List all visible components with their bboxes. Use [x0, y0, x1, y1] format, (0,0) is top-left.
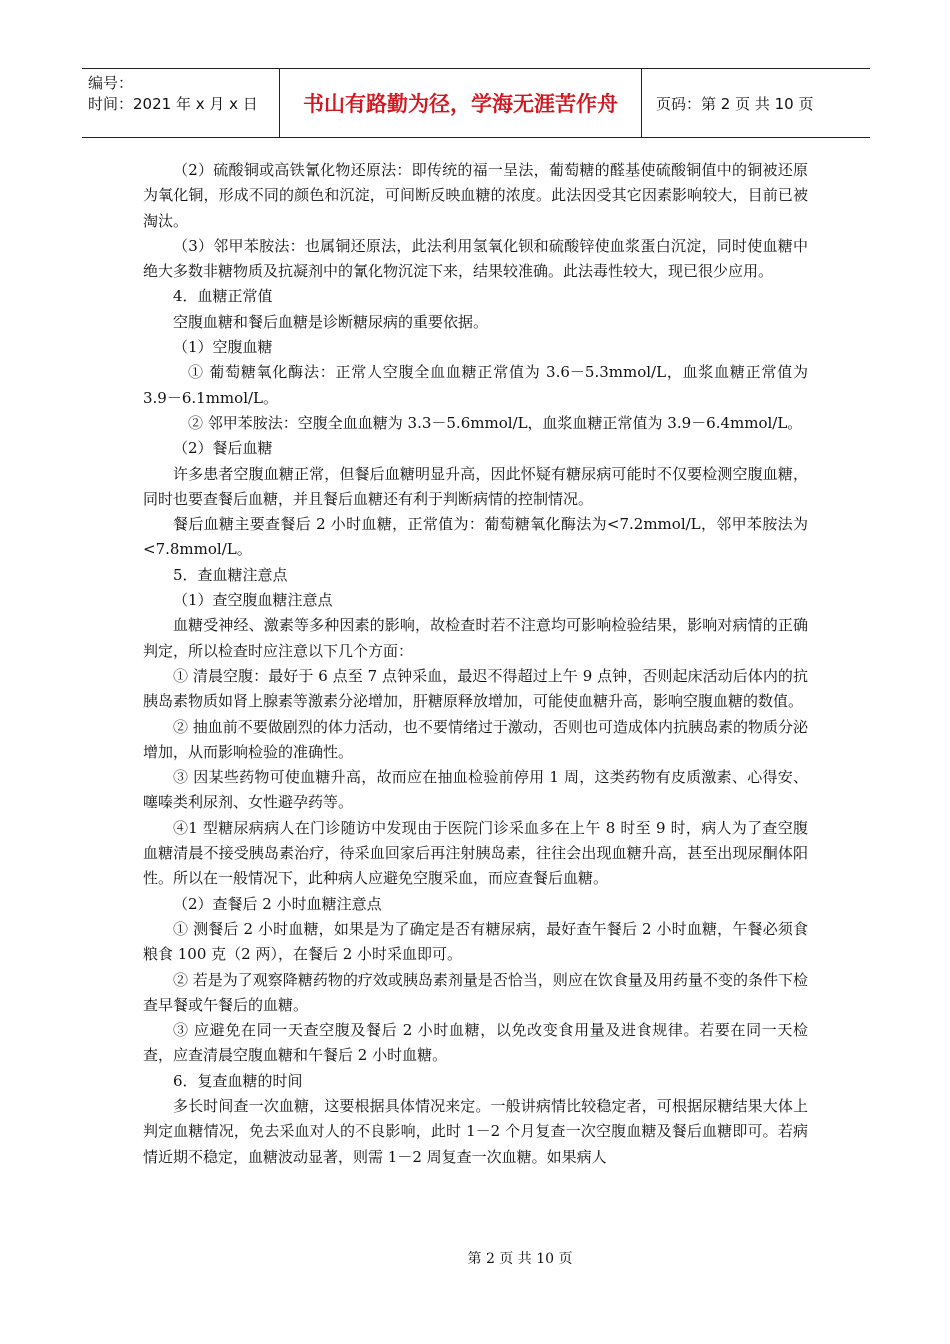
- paragraph: ④1 型糖尿病病人在门诊随访中发现由于医院门诊采血多在上午 8 时至 9 时，病人为了查空腹血糖清晨不接受胰岛素治疗，待采血回家后再注射胰岛素，往往会出现血糖升高，甚至出现尿酮体阳性。所以在一般情况下，此种病人应避免空腹采血，而应查餐后血糖。: [143, 818, 808, 888]
- document-number-label: 编号：: [88, 74, 134, 92]
- paragraph: ② 邻甲苯胺法：空腹全血血糖为 3.3－5.6mmol/L，血浆血糖正常值为 3.9－6.4mmol/L。: [188, 413, 803, 432]
- subsection-heading: （1）空腹血糖: [173, 338, 273, 357]
- header-page-info: 页码：第 2 页 共 10 页: [656, 94, 814, 113]
- paragraph: 多长时间查一次血糖，这要根据具体情况来定。一般讲病情比较稳定者，可根据尿糖结果大体上判定血糖情况，免去采血对人的不良影响，此时 1－2 个月复查一次空腹血糖及餐后血糖即可。若病情近期不稳定，血糖波动显著，则需 1－2 周复查一次血糖。如果病人: [143, 1096, 808, 1166]
- paragraph: 许多患者空腹血糖正常，但餐后血糖明显升高，因此怀疑有糖尿病可能时不仅要检测空腹血糖，同时也要查餐后血糖，并且餐后血糖还有利于判断病情的控制情况。: [143, 464, 808, 508]
- paragraph: ③ 因某些药物可使血糖升高，故而应在抽血检验前停用 1 周，这类药物有皮质激素、心得安、噻嗪类利尿剂、女性避孕药等。: [143, 768, 808, 812]
- page-header: [82, 68, 870, 138]
- header-motto: 书山有路勤为径，学海无涯苦作舟: [280, 69, 642, 137]
- paragraph: （3）邻甲苯胺法：也属铜还原法，此法利用氢氧化钡和硫酸锌使血浆蛋白沉淀，同时使血糖中绝大多数非糖物质及抗凝剂中的氰化物沉淀下来，结果较准确。此法毒性较大，现已很少应用。: [143, 236, 808, 281]
- header-meta: [82, 69, 280, 137]
- paragraph: ② 若是为了观察降糖药物的疗效或胰岛素剂量是否恰当，则应在饮食量及用药量不变的条件下检查早餐或午餐后的血糖。: [143, 970, 808, 1014]
- subsection-heading: （1）查空腹血糖注意点: [173, 591, 333, 610]
- paragraph: 餐后血糖主要查餐后 2 小时血糖，正常值为：葡萄糖氧化酶法为<7.2mmol/L，邻甲苯胺法为<7.8mmol/L。: [143, 515, 808, 559]
- section-heading: 4．血糖正常值: [173, 287, 273, 306]
- document-date: 时间：2021 年 x 月 x 日: [88, 95, 258, 113]
- paragraph: ① 测餐后 2 小时血糖，如果是为了确定是否有糖尿病，最好查午餐后 2 小时血糖，午餐必须食粮食 100 克（2 两），在餐后 2 小时采血即可。: [143, 919, 808, 964]
- paragraph: （2）硫酸铜或高铁氰化物还原法：即传统的福一呈法，葡萄糖的醛基使硫酸铜值中的铜被还原为氧化铜，形成不同的颜色和沉淀，可间断反映血糖的浓度。此法因受其它因素影响较大，目前已被淘汰。: [143, 161, 808, 230]
- page-footer: 第 2 页 共 10 页: [467, 1251, 573, 1267]
- subsection-heading: （2）餐后血糖: [173, 439, 273, 458]
- subsection-heading: （2）查餐后 2 小时血糖注意点: [173, 894, 382, 913]
- document-body: [143, 158, 808, 1170]
- section-heading: 6．复查血糖的时间: [173, 1071, 303, 1090]
- paragraph: ③ 应避免在同一天查空腹及餐后 2 小时血糖，以免改变食用量及进食规律。若要在同一天检查，应查清晨空腹血糖和午餐后 2 小时血糖。: [143, 1021, 808, 1065]
- paragraph: ① 清晨空腹：最好于 6 点至 7 点钟采血，最迟不得超过上午 9 点钟，否则起床活动后体内的抗胰岛素物质如肾上腺素等激素分泌增加，肝糖原释放增加，可能使血糖升高，影响空腹血糖的数值。: [143, 666, 808, 711]
- paragraph: ② 抽血前不要做剧烈的体力活动，也不要情绪过于激动，否则也可造成体内抗胰岛素的物质分泌增加，从而影响检验的准确性。: [143, 717, 808, 761]
- section-heading: 5．查血糖注意点: [173, 565, 288, 584]
- paragraph: 血糖受神经、激素等多种因素的影响，故检查时若不注意均可影响检验结果，影响对病情的正确判定，所以检查时应注意以下几个方面：: [143, 616, 808, 660]
- paragraph: ① 葡萄糖氧化酶法：正常人空腹全血血糖正常值为 3.6－5.3mmol/L，血浆血糖正常值为 3.9－6.1mmol/L。: [143, 363, 808, 407]
- paragraph: 空腹血糖和餐后血糖是诊断糖尿病的重要依据。: [173, 312, 489, 331]
